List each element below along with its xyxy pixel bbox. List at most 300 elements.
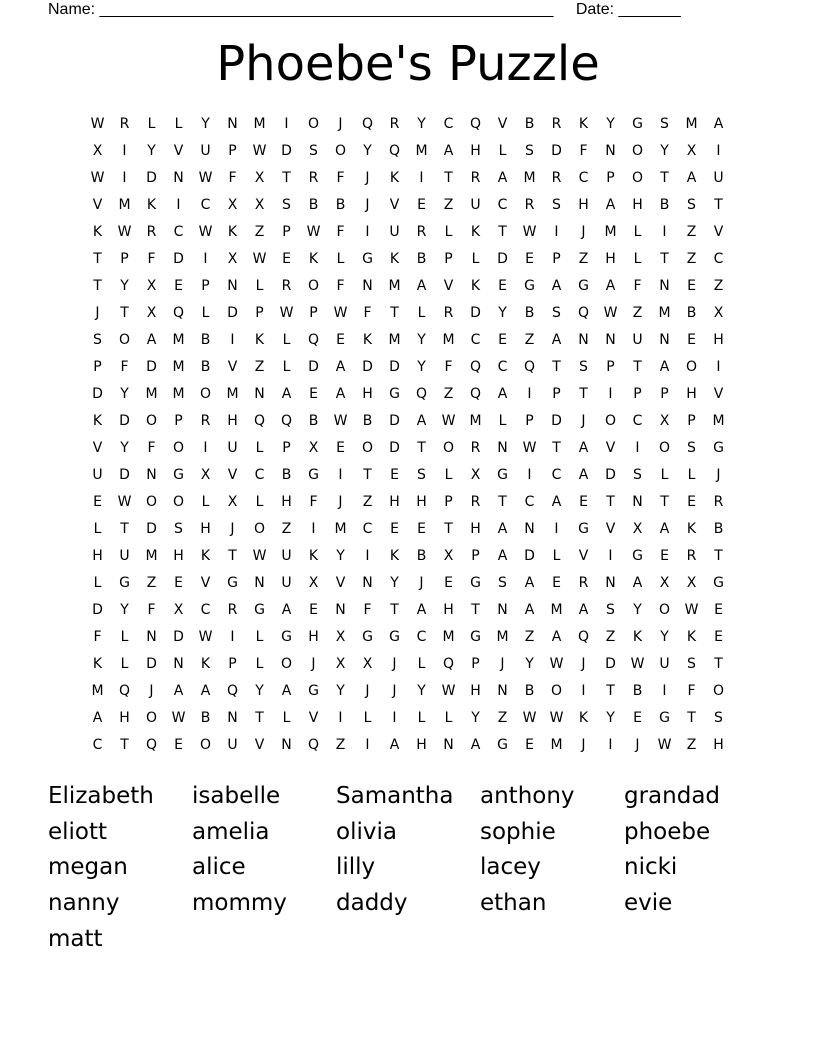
grid-letter: H <box>578 197 589 213</box>
grid-letter: U <box>389 224 400 240</box>
grid-letter: D <box>146 170 157 186</box>
grid-letter: Q <box>361 116 374 132</box>
grid-letter: H <box>470 143 481 159</box>
word-bank-item: Samantha <box>336 783 454 809</box>
word-bank-item: isabelle <box>192 783 281 809</box>
grid-letter: L <box>255 278 264 294</box>
grid-letter: E <box>525 251 534 267</box>
grid-letter: N <box>605 332 616 348</box>
grid-letter: P <box>255 305 264 321</box>
grid-letter: N <box>362 575 373 591</box>
grid-letter: M <box>388 332 401 348</box>
grid-letter: O <box>307 278 320 294</box>
grid-letter: Q <box>469 386 482 402</box>
grid-letter: H <box>92 548 103 564</box>
grid-letter: I <box>338 467 343 483</box>
grid-letter: O <box>253 521 266 537</box>
grid-letter: U <box>92 467 103 483</box>
grid-letter: A <box>551 629 562 645</box>
grid-letter: J <box>338 494 343 510</box>
grid-letter: L <box>147 116 156 132</box>
grid-letter: P <box>174 413 183 429</box>
grid-letter: D <box>146 656 157 672</box>
grid-letter: P <box>687 413 696 429</box>
grid-letter: N <box>254 575 265 591</box>
grid-letter: D <box>470 305 481 321</box>
grid-letter: T <box>363 467 372 483</box>
grid-letter: K <box>308 251 319 267</box>
grid-letter: N <box>335 602 346 618</box>
grid-letter: K <box>92 413 103 429</box>
grid-letter: W <box>441 683 456 699</box>
grid-letter: E <box>309 386 318 402</box>
word-bank-item: Elizabeth <box>48 783 154 809</box>
grid-letter: Y <box>498 305 507 321</box>
grid-letter: N <box>227 710 238 726</box>
grid-letter: R <box>713 494 724 510</box>
grid-letter: R <box>146 224 157 240</box>
grid-letter: K <box>92 656 103 672</box>
grid-letter: I <box>122 170 127 186</box>
grid-letter: S <box>579 359 588 375</box>
grid-letter: Z <box>497 710 508 726</box>
grid-letter: Q <box>442 656 455 672</box>
grid-letter: Z <box>686 251 697 267</box>
grid-letter: W <box>306 224 321 240</box>
grid-letter: D <box>551 413 562 429</box>
grid-letter: M <box>226 386 239 402</box>
grid-letter: H <box>416 494 427 510</box>
grid-letter: A <box>551 278 562 294</box>
grid-letter: N <box>443 737 454 753</box>
word-bank-item: phoebe <box>624 818 711 845</box>
grid-letter: Y <box>606 710 615 726</box>
grid-letter: A <box>416 278 427 294</box>
grid-letter: H <box>713 737 724 753</box>
grid-letter: B <box>686 305 697 321</box>
grid-letter: G <box>470 629 481 645</box>
grid-letter: I <box>203 251 208 267</box>
grid-letter: P <box>201 278 210 294</box>
grid-letter: U <box>470 197 481 213</box>
grid-letter: Y <box>471 710 480 726</box>
grid-letter: D <box>173 251 184 267</box>
word-bank-item: eliott <box>48 818 108 845</box>
grid-letter: D <box>92 386 103 402</box>
grid-letter: E <box>417 197 426 213</box>
grid-letter: W <box>252 143 267 159</box>
grid-letter: W <box>252 548 267 564</box>
grid-letter: K <box>389 170 400 186</box>
grid-letter: I <box>662 683 667 699</box>
grid-letter: O <box>658 602 671 618</box>
grid-letter: M <box>604 224 617 240</box>
grid-letter: V <box>227 359 238 375</box>
grid-letter: I <box>662 224 667 240</box>
grid-letter: Q <box>415 386 428 402</box>
grid-letter: T <box>120 737 129 753</box>
grid-letter: V <box>497 116 508 132</box>
grid-letter: N <box>605 575 616 591</box>
grid-letter: W <box>603 305 618 321</box>
grid-letter: X <box>632 521 643 537</box>
grid-letter: J <box>365 683 370 699</box>
grid-letter: X <box>227 494 238 510</box>
grid-letter: A <box>524 575 535 591</box>
grid-letter: W <box>333 305 348 321</box>
grid-letter: M <box>118 197 131 213</box>
grid-letter: T <box>714 197 723 213</box>
grid-letter: M <box>523 170 536 186</box>
grid-letter: W <box>441 413 456 429</box>
grid-letter: C <box>551 467 562 483</box>
grid-letter: E <box>390 467 399 483</box>
grid-letter: Y <box>147 143 156 159</box>
grid-letter: Y <box>525 656 534 672</box>
grid-letter: Y <box>417 116 426 132</box>
grid-letter: Z <box>686 224 697 240</box>
grid-letter: T <box>255 710 264 726</box>
grid-letter: E <box>174 737 183 753</box>
word-bank-item: lilly <box>336 854 376 881</box>
grid-letter: T <box>579 386 588 402</box>
grid-letter: A <box>551 494 562 510</box>
grid-letter: K <box>578 710 589 726</box>
grid-letter: B <box>659 197 670 213</box>
grid-letter: B <box>308 413 319 429</box>
grid-letter: V <box>605 440 616 456</box>
grid-letter: L <box>201 305 210 321</box>
grid-letter: E <box>498 332 507 348</box>
grid-letter: W <box>522 710 537 726</box>
grid-letter: W <box>198 224 213 240</box>
grid-letter: M <box>469 413 482 429</box>
grid-letter: J <box>500 656 505 672</box>
grid-letter: N <box>146 467 157 483</box>
grid-letter: I <box>554 224 559 240</box>
grid-letter: Q <box>577 305 590 321</box>
grid-letter: V <box>605 521 616 537</box>
grid-letter: H <box>605 251 616 267</box>
grid-letter: Q <box>307 737 320 753</box>
grid-letter: I <box>716 359 721 375</box>
grid-letter: W <box>117 494 132 510</box>
grid-letter: C <box>713 251 724 267</box>
grid-letter: O <box>280 656 293 672</box>
grid-letter: G <box>119 575 130 591</box>
grid-letter: E <box>390 521 399 537</box>
grid-letter: G <box>524 278 535 294</box>
grid-letter: U <box>659 656 670 672</box>
grid-letter: F <box>147 440 156 456</box>
grid-letter: Z <box>146 575 157 591</box>
word-bank-item: grandad <box>624 783 721 809</box>
grid-letter: Z <box>443 386 454 402</box>
word-bank-item: amelia <box>192 818 270 845</box>
grid-letter: Z <box>686 737 697 753</box>
grid-letter: I <box>527 467 532 483</box>
grid-letter: A <box>92 710 103 726</box>
grid-letter: G <box>281 629 292 645</box>
grid-letter: P <box>606 170 615 186</box>
grid-letter: L <box>93 521 102 537</box>
grid-letter: G <box>470 575 481 591</box>
grid-letter: I <box>203 440 208 456</box>
grid-letter: Q <box>280 413 293 429</box>
grid-letter: T <box>633 359 642 375</box>
grid-letter: X <box>308 575 319 591</box>
grid-letter: V <box>335 575 346 591</box>
grid-letter: U <box>632 332 643 348</box>
grid-letter: N <box>497 602 508 618</box>
grid-letter: X <box>227 197 238 213</box>
grid-letter: O <box>172 494 185 510</box>
grid-letter: A <box>416 602 427 618</box>
grid-letter: F <box>228 170 237 186</box>
grid-letter: E <box>174 575 183 591</box>
grid-letter: I <box>554 521 559 537</box>
grid-letter: V <box>713 386 724 402</box>
grid-letter: S <box>417 467 426 483</box>
grid-letter: E <box>714 629 723 645</box>
grid-letter: I <box>284 116 289 132</box>
grid-letter: M <box>172 386 185 402</box>
grid-letter: E <box>687 332 696 348</box>
grid-letter: I <box>608 548 613 564</box>
grid-letter: H <box>173 548 184 564</box>
grid-letter: P <box>309 305 318 321</box>
grid-letter: W <box>657 737 672 753</box>
grid-letter: Y <box>417 359 426 375</box>
grid-letter: Q <box>469 359 482 375</box>
grid-letter: T <box>660 251 669 267</box>
grid-letter: S <box>525 143 534 159</box>
grid-letter: N <box>227 116 238 132</box>
grid-letter: R <box>470 170 481 186</box>
grid-letter: C <box>362 521 373 537</box>
grid-letter: K <box>632 629 643 645</box>
grid-letter: I <box>635 440 640 456</box>
grid-letter: F <box>363 602 372 618</box>
word-bank-item: ethan <box>480 890 547 917</box>
grid-letter: Y <box>660 629 669 645</box>
grid-letter: G <box>578 278 589 294</box>
grid-letter: G <box>713 440 724 456</box>
grid-letter: Y <box>390 575 399 591</box>
grid-letter: E <box>309 602 318 618</box>
grid-letter: I <box>527 386 532 402</box>
grid-letter: L <box>444 710 453 726</box>
grid-letter: Z <box>578 251 589 267</box>
grid-letter: C <box>497 359 508 375</box>
grid-letter: Z <box>713 278 724 294</box>
grid-letter: X <box>254 197 265 213</box>
grid-letter: L <box>417 710 426 726</box>
grid-letter: M <box>712 413 725 429</box>
grid-letter: H <box>389 494 400 510</box>
grid-letter: I <box>311 521 316 537</box>
grid-letter: T <box>687 710 696 726</box>
grid-letter: H <box>470 683 481 699</box>
grid-letter: T <box>120 305 129 321</box>
grid-letter: I <box>365 224 370 240</box>
grid-letter: A <box>605 278 616 294</box>
grid-letter: S <box>606 602 615 618</box>
grid-letter: E <box>93 494 102 510</box>
grid-letter: B <box>362 413 373 429</box>
grid-letter: T <box>417 440 426 456</box>
grid-letter: A <box>659 521 670 537</box>
grid-letter: N <box>659 278 670 294</box>
grid-letter: G <box>362 629 373 645</box>
grid-letter: T <box>660 494 669 510</box>
grid-letter: V <box>713 224 724 240</box>
grid-letter: D <box>281 143 292 159</box>
grid-letter: L <box>498 413 507 429</box>
grid-letter: N <box>173 170 184 186</box>
grid-letter: K <box>686 629 697 645</box>
word-bank-item: anthony <box>480 783 575 809</box>
grid-letter: O <box>199 386 212 402</box>
grid-letter: W <box>549 710 564 726</box>
grid-letter: M <box>334 521 347 537</box>
grid-letter: Y <box>336 548 345 564</box>
grid-letter: K <box>389 548 400 564</box>
grid-letter: I <box>716 143 721 159</box>
grid-letter: M <box>685 116 698 132</box>
grid-letter: D <box>119 467 130 483</box>
grid-letter: E <box>660 548 669 564</box>
grid-letter: X <box>146 278 157 294</box>
grid-letter: P <box>444 251 453 267</box>
grid-letter: A <box>416 413 427 429</box>
grid-letter: G <box>632 116 643 132</box>
grid-letter: L <box>498 143 507 159</box>
grid-letter: Q <box>253 413 266 429</box>
grid-letter: P <box>660 386 669 402</box>
grid-letter: N <box>362 278 373 294</box>
grid-letter: J <box>311 656 316 672</box>
grid-letter: R <box>578 575 589 591</box>
grid-letter: Q <box>172 305 185 321</box>
grid-letter: I <box>608 386 613 402</box>
grid-letter: B <box>335 197 346 213</box>
grid-letter: P <box>120 251 129 267</box>
grid-letter: U <box>281 575 292 591</box>
grid-letter: W <box>252 251 267 267</box>
grid-letter: U <box>227 737 238 753</box>
grid-letter: P <box>633 386 642 402</box>
grid-letter: A <box>281 386 292 402</box>
grid-letter: S <box>714 710 723 726</box>
grid-letter: T <box>93 251 102 267</box>
grid-letter: M <box>496 629 509 645</box>
grid-letter: L <box>201 494 210 510</box>
grid-letter: F <box>687 683 696 699</box>
grid-letter: H <box>362 386 373 402</box>
grid-letter: J <box>419 575 424 591</box>
grid-letter: A <box>578 602 589 618</box>
grid-letter: A <box>578 440 589 456</box>
grid-letter: Z <box>524 332 535 348</box>
grid-letter: H <box>281 494 292 510</box>
grid-letter: R <box>227 602 238 618</box>
grid-letter: G <box>227 575 238 591</box>
grid-letter: P <box>228 656 237 672</box>
grid-letter: T <box>552 359 561 375</box>
grid-letter: G <box>632 548 643 564</box>
grid-letter: O <box>442 440 455 456</box>
name-field-label: Name: ___________________________________________________ <box>48 1 554 18</box>
grid-letter: X <box>362 656 373 672</box>
grid-letter: G <box>362 251 373 267</box>
grid-letter: K <box>227 224 238 240</box>
grid-letter: M <box>172 359 185 375</box>
grid-letter: K <box>308 548 319 564</box>
grid-letter: Y <box>660 143 669 159</box>
grid-letter: C <box>92 737 103 753</box>
grid-letter: J <box>365 197 370 213</box>
grid-letter: Q <box>226 683 239 699</box>
grid-letter: T <box>471 602 480 618</box>
grid-letter: X <box>686 143 697 159</box>
grid-letter: W <box>522 224 537 240</box>
grid-letter: E <box>687 494 696 510</box>
grid-letter: J <box>581 656 586 672</box>
grid-letter: C <box>470 332 481 348</box>
grid-letter: C <box>443 116 454 132</box>
grid-letter: L <box>93 575 102 591</box>
grid-letter: X <box>308 440 319 456</box>
grid-letter: P <box>471 656 480 672</box>
grid-letter: C <box>200 602 211 618</box>
grid-letter: Y <box>417 683 426 699</box>
grid-letter: J <box>338 116 343 132</box>
grid-letter: P <box>471 548 480 564</box>
grid-letter: X <box>254 170 265 186</box>
grid-letter: G <box>308 467 319 483</box>
grid-letter: Z <box>632 305 643 321</box>
grid-letter: C <box>416 629 427 645</box>
grid-letter: Q <box>523 359 536 375</box>
grid-letter: B <box>308 197 319 213</box>
grid-letter: D <box>146 521 157 537</box>
grid-letter: P <box>228 143 237 159</box>
grid-letter: V <box>443 278 454 294</box>
grid-letter: T <box>390 602 399 618</box>
grid-letter: O <box>685 359 698 375</box>
grid-letter: O <box>334 143 347 159</box>
grid-letter: T <box>714 656 723 672</box>
grid-letter: A <box>281 602 292 618</box>
grid-letter: T <box>390 305 399 321</box>
grid-letter: E <box>498 278 507 294</box>
word-bank-item: sophie <box>480 818 556 845</box>
grid-letter: L <box>687 467 696 483</box>
grid-letter: N <box>227 278 238 294</box>
grid-letter: A <box>200 683 211 699</box>
grid-letter: S <box>552 197 561 213</box>
grid-letter: J <box>716 467 721 483</box>
grid-letter: P <box>282 440 291 456</box>
grid-letter: D <box>524 548 535 564</box>
grid-letter: T <box>120 521 129 537</box>
grid-letter: V <box>578 548 589 564</box>
grid-letter: O <box>199 737 212 753</box>
grid-letter: A <box>497 170 508 186</box>
grid-letter: F <box>309 494 318 510</box>
grid-letter: A <box>551 332 562 348</box>
